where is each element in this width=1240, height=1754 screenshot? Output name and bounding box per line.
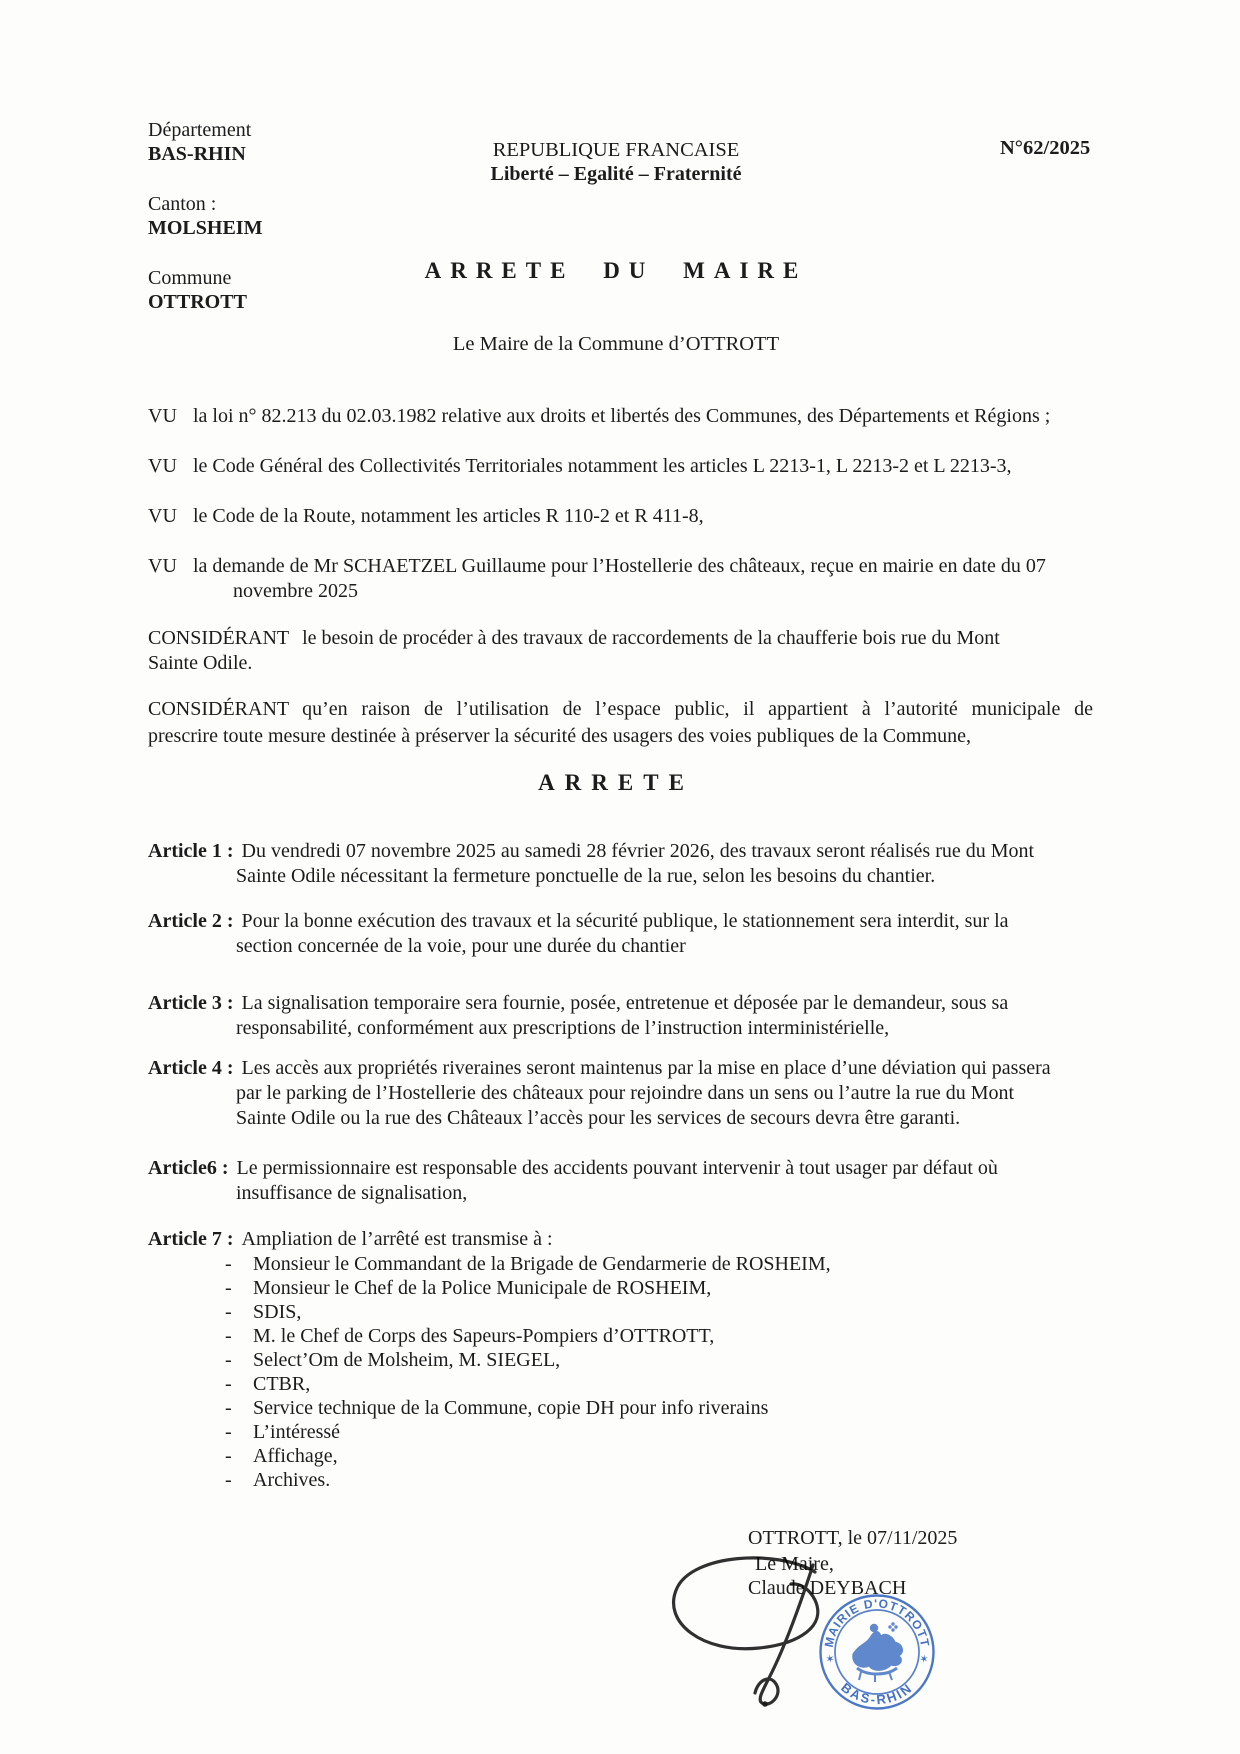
list-item: - SDIS, [225, 1301, 302, 1323]
commune-value: OTTROTT [148, 291, 247, 313]
article-label: Article 1 : [148, 840, 234, 862]
list-dash: - [225, 1469, 232, 1491]
page-title: ARRETE DU MAIRE [424, 258, 808, 283]
signature-place-date: OTTROTT, le 07/11/2025 [748, 1527, 958, 1549]
list-item: - Monsieur le Commandant de la Brigade de Gendarmerie de ROSHEIM, [225, 1253, 831, 1275]
distribution-list [148, 1252, 1170, 1492]
list-dash: - [225, 1277, 232, 1299]
article-label: Article 2 : [148, 910, 234, 932]
vu-label: VU [148, 455, 177, 477]
list-dash: - [225, 1373, 232, 1395]
article-3 [148, 991, 1181, 1041]
article-2 [148, 909, 1181, 959]
article-4 [148, 1056, 1181, 1131]
article-7 [148, 1227, 1181, 1252]
list-item: - Service technique de la Commune, copie DH pour info riverains [225, 1397, 769, 1419]
commune-label: Commune [148, 267, 232, 289]
list-dash: - [225, 1445, 232, 1467]
handwritten-signature [655, 1552, 865, 1717]
article-text: La signalisation temporaire sera fournie, posée, entretenue et déposée par le demandeur, sous sa [241, 992, 1009, 1014]
signature-name: Claude DEYBACH [748, 1577, 907, 1599]
stamp-star-left: ✶ [823, 1652, 839, 1666]
considerant-text-line2: prescrire toute mesure destinée à préserver la sécurité des usagers des voies publiques de la Commune, [148, 725, 972, 747]
subtitle: Le Maire de la Commune d’OTTROTT [452, 333, 780, 355]
canton-value: MOLSHEIM [148, 217, 263, 239]
article-6 [148, 1156, 1181, 1206]
list-dash: - [225, 1397, 232, 1419]
vu-text: la loi n° 82.213 du 02.03.1982 relative aux droits et libertés des Communes, des Départements et Régions ; [193, 405, 1051, 427]
considerant-text-line2: Sainte Odile. [148, 652, 253, 674]
vu-label: VU [148, 505, 177, 527]
signature-ink-dot [762, 1701, 768, 1707]
list-item: - Archives. [225, 1469, 331, 1491]
vu-text: la demande de Mr SCHAETZEL Guillaume pour l’Hostellerie des châteaux, reçue en mairie en date du 07 [193, 555, 1046, 577]
considerant-label: CONSIDÉRANT [148, 627, 290, 649]
departement-label: Département [148, 119, 252, 141]
departement-value: BAS-RHIN [148, 143, 246, 165]
article-text: Ampliation de l’arrêté est transmise à : [241, 1228, 553, 1250]
list-item: - CTBR, [225, 1373, 311, 1395]
considerant-text: le besoin de procéder à des travaux de raccordements de la chaufferie bois rue du Mont [302, 627, 1000, 649]
considerant-paragraph-1 [148, 626, 1093, 676]
list-dash: - [225, 1301, 232, 1323]
vu-paragraph-3 [148, 504, 1178, 529]
list-item: - Affichage, [225, 1445, 338, 1467]
header-canton [148, 192, 262, 240]
section-heading-arrete: ARRETE [538, 770, 694, 795]
vu-paragraph-2 [148, 454, 1178, 479]
article-label: Article 4 : [148, 1057, 234, 1079]
motto-line: Liberté – Egalité – Fraternité [490, 163, 742, 185]
article-text: Du vendredi 07 novembre 2025 au samedi 28 février 2026, des travaux seront réalisés rue du Mont [241, 840, 1035, 862]
article-text: Pour la bonne exécution des travaux et la sécurité publique, le stationnement sera interdit, sur la [241, 910, 1009, 932]
list-item: - L’intéressé [225, 1421, 341, 1443]
list-dash: - [225, 1253, 232, 1275]
document-number: N°62/2025 [1000, 137, 1091, 159]
article-text: Le permissionnaire est responsable des accidents pouvant intervenir à tout usager par défaut où [236, 1157, 998, 1179]
article-text-line2: responsabilité, conformément aux prescriptions de l’instruction interministérielle, [236, 1017, 890, 1039]
article-text-line3: Sainte Odile ou la rue des Châteaux l’accès pour les services de secours devra être garanti. [236, 1107, 961, 1129]
article-label: Article6 : [148, 1157, 229, 1179]
vu-label: VU [148, 405, 177, 427]
vu-label: VU [148, 555, 177, 577]
article-text-line2: insuffisance de signalisation, [236, 1182, 468, 1204]
article-label: Article 3 : [148, 992, 234, 1014]
list-dash: - [225, 1349, 232, 1371]
vu-paragraph-1 [148, 404, 1178, 429]
stamp-top-text: MAIRIE D'OTTROTT [821, 1596, 933, 1649]
vu-paragraph-4 [148, 554, 1178, 604]
article-1 [148, 839, 1181, 889]
list-dash: - [225, 1421, 232, 1443]
considerant-label: CONSIDÉRANT [148, 698, 290, 720]
list-item: - Select’Om de Molsheim, M. SIEGEL, [225, 1349, 561, 1371]
vu-text: le Code Général des Collectivités Territoriales notamment les articles L 2213-1, L 2213-2 et L 2213-3, [193, 455, 1012, 477]
stamp-bottom-text: BAS-RHIN [838, 1679, 916, 1708]
article-text-line2: par le parking de l’Hostellerie des châteaux pour rejoindre dans un sens ou l’autre la rue du Mont [236, 1082, 1015, 1104]
list-dash: - [225, 1325, 232, 1347]
article-text: Les accès aux propriétés riveraines seront maintenus par la mise en place d’une déviation qui passera [241, 1057, 1051, 1079]
vu-text-line2: novembre 2025 [233, 580, 358, 602]
signature-role: Le Maire, [755, 1553, 834, 1575]
republic-line: REPUBLIQUE FRANCAISE [492, 139, 740, 161]
list-item: - Monsieur le Chef de la Police Municipale de ROSHEIM, [225, 1277, 712, 1299]
considerant-text: qu’en raison de l’utilisation de l’espace public, il appartient à l’autorité municipale de [302, 698, 1093, 720]
stamp-star-right: ✶ [915, 1652, 931, 1666]
canton-label: Canton : [148, 193, 217, 215]
article-label: Article 7 : [148, 1228, 234, 1250]
article-text-line2: section concernée de la voie, pour une durée du chantier [236, 935, 686, 957]
vu-text: le Code de la Route, notamment les articles R 110-2 et R 411-8, [193, 505, 704, 527]
list-item: - M. le Chef de Corps des Sapeurs-Pompiers d’OTTROTT, [225, 1325, 715, 1347]
article-text-line2: Sainte Odile nécessitant la fermeture ponctuelle de la rue, selon les besoins du chantier. [236, 865, 936, 887]
considerant-paragraph-2 [148, 696, 1093, 750]
